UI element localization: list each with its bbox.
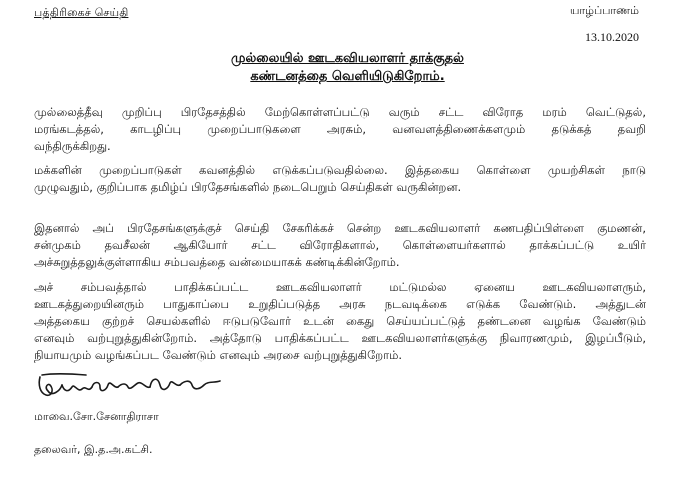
place-label: யாழ்ப்பாணம் (570, 4, 639, 17)
signer-role: தலைவர், இ.த.அ.கட்சி. (34, 443, 153, 456)
paragraph-line: மக்களின் முறைப்பாடுகள் கவனத்தில் எடுக்கப்படுவதில்லை. இத்தகைய கொள்ளை முயற்சிகள் நாடு (34, 163, 646, 177)
paragraph-line: ஊடகத்துறையினரும் பாதுகாப்பை உறுதிப்படுத்த அரசு நடவடிக்கை எடுக்க வேண்டும். அத்துடன் (34, 297, 646, 311)
headline-line-2: கண்டனத்தை வெளியிடுகிறோம். (250, 69, 445, 84)
date-label: 13.10.2020 (585, 30, 639, 44)
document-type-label: பத்திரிகைச் செய்தி (34, 6, 129, 19)
paragraph-line: சன்முகம் தவசீலன் ஆகியோர் சட்ட விரோதிகளால், கொள்ளையர்களால் தாக்கப்பட்டு உயிர் (34, 238, 646, 252)
headline-line-1: முல்லையில் ஊடகவியலாளர் தாக்குதல் (231, 51, 464, 66)
paragraph-line: அச் சம்பவத்தால் பாதிக்கப்பட்ட ஊடகவியலாளர் மட்டுமல்ல ஏனைய ஊடகவியலாளரும், (34, 280, 646, 294)
paragraph-line: நியாயமும் வழங்கப்பட வேண்டும் எனவும் அரசை வற்புறுத்துகிறோம். (34, 348, 402, 362)
paragraph-line: அத்தகைய குற்றச் செயல்களில் ஈடுபடுவோர் உடன் கைது செய்யப்பட்டுத் தண்டனை வழங்க வேண்டும் (34, 314, 646, 328)
paragraph-2 (34, 162, 646, 196)
paragraph-line: முல்லைத்தீவு முறிப்பு பிரதேசத்தில் மேற்கொள்ளப்பட்டு வரும் சட்ட விரோத மரம் வெட்டுதல், (34, 105, 646, 119)
signer-name: மாவை.சோ.சேனாதிராசா (34, 410, 159, 423)
paragraph-line: வந்திருக்கிறது. (34, 139, 111, 153)
paragraph-3 (34, 220, 646, 271)
paragraph-4 (34, 279, 646, 364)
paragraph-line: மரங்கடத்தல், காடழிப்பு முறைப்பாடுகளை அரசும், வனவளத்திணைக்களமும் தடுக்கத் தவறி (34, 122, 646, 136)
paragraph-1 (34, 104, 646, 155)
paragraph-line: முழுவதும், குறிப்பாக தமிழ்ப் பிரதேசங்களில் நடைபெறும் செய்திகள் வருகின்றன. (34, 180, 462, 194)
paragraph-line: அச்சுறுத்தலுக்குள்ளாகிய சம்பவத்தை வன்மையாகக் கண்டிக்கின்றோம். (34, 255, 400, 269)
handwritten-signature (34, 371, 234, 409)
paragraph-line: இதனால் அப் பிரதேசங்களுக்குச் செய்தி சேகரிக்கச் சென்ற ஊடகவியலாளர் கணபதிப்பிள்ளை குமணன், (34, 221, 646, 235)
paragraph-line: எனவும் வற்புறுத்துகின்றோம். அத்தோடு பாதிக்கப்பட்ட ஊடகவியலாளர்களுக்கு நிவாரணமும், இழப்பீடும், (34, 331, 646, 345)
